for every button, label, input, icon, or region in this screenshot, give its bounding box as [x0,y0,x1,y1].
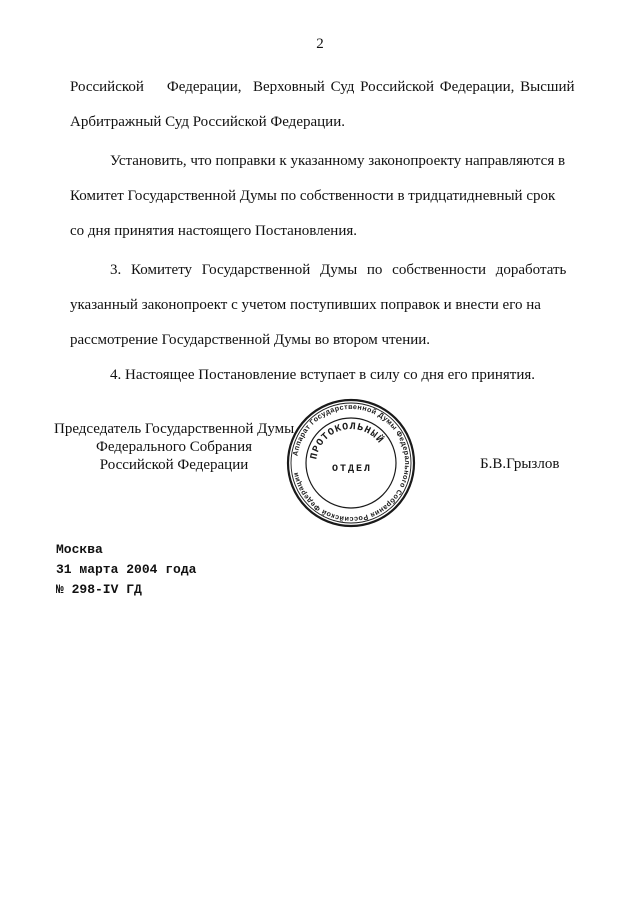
text-line: указанный законопроект с учетом поступивших поправок и внести его на [70,297,541,313]
svg-text:ПРОТОКОЛЬНЫЙ [309,422,387,461]
text-line: Российской Федерации, Верховный Суд Российской Федерации, Высший [70,79,575,95]
signature-title [54,420,294,474]
text-line: со дня принятия настоящего Постановления. [70,223,357,239]
signature-title-line: Российской Федерации [99,457,249,473]
seal-outer-text: Аппарат Государственной Думы Федерального Собрания Российской Федерации [290,401,413,525]
footer-number: № 298-IV ГД [56,582,142,597]
paragraph-amendments [70,144,578,249]
text-line: Комитет Государственной Думы по собственности в тридцатидневный срок [70,188,556,204]
footer-date: 31 марта 2004 года [56,562,197,577]
text-line: 3. Комитету Государственной Думы по собственности доработать [110,262,567,278]
seal-arc-text: ПРОТОКОЛЬНЫЙ [309,421,386,461]
paragraph-continuation [70,70,578,140]
seal-center-text: ОТДЕЛ [331,464,373,475]
paragraph-item-4 [70,358,578,393]
document-body [70,70,578,393]
signature-title-line: Председатель Государственной Думы [54,421,295,437]
text-line: 4. Настоящее Постановление вступает в силу со дня его принятия. [110,367,536,383]
text-line: Установить, что поправки к указанному законопроекту направляются в [110,153,566,169]
text-line: Арбитражный Суд Российской Федерации. [70,114,345,130]
signer-name: Б.В.Грызлов [480,456,560,472]
paragraph-item-3 [70,253,578,358]
footer-city: Москва [56,542,103,557]
official-seal-stamp [286,398,416,528]
document-footer [56,540,196,600]
signature-title-line: Федерального Собрания [95,439,253,455]
page-number: 2 [316,36,324,52]
text-line: рассмотрение Государственной Думы во втором чтении. [70,332,431,348]
